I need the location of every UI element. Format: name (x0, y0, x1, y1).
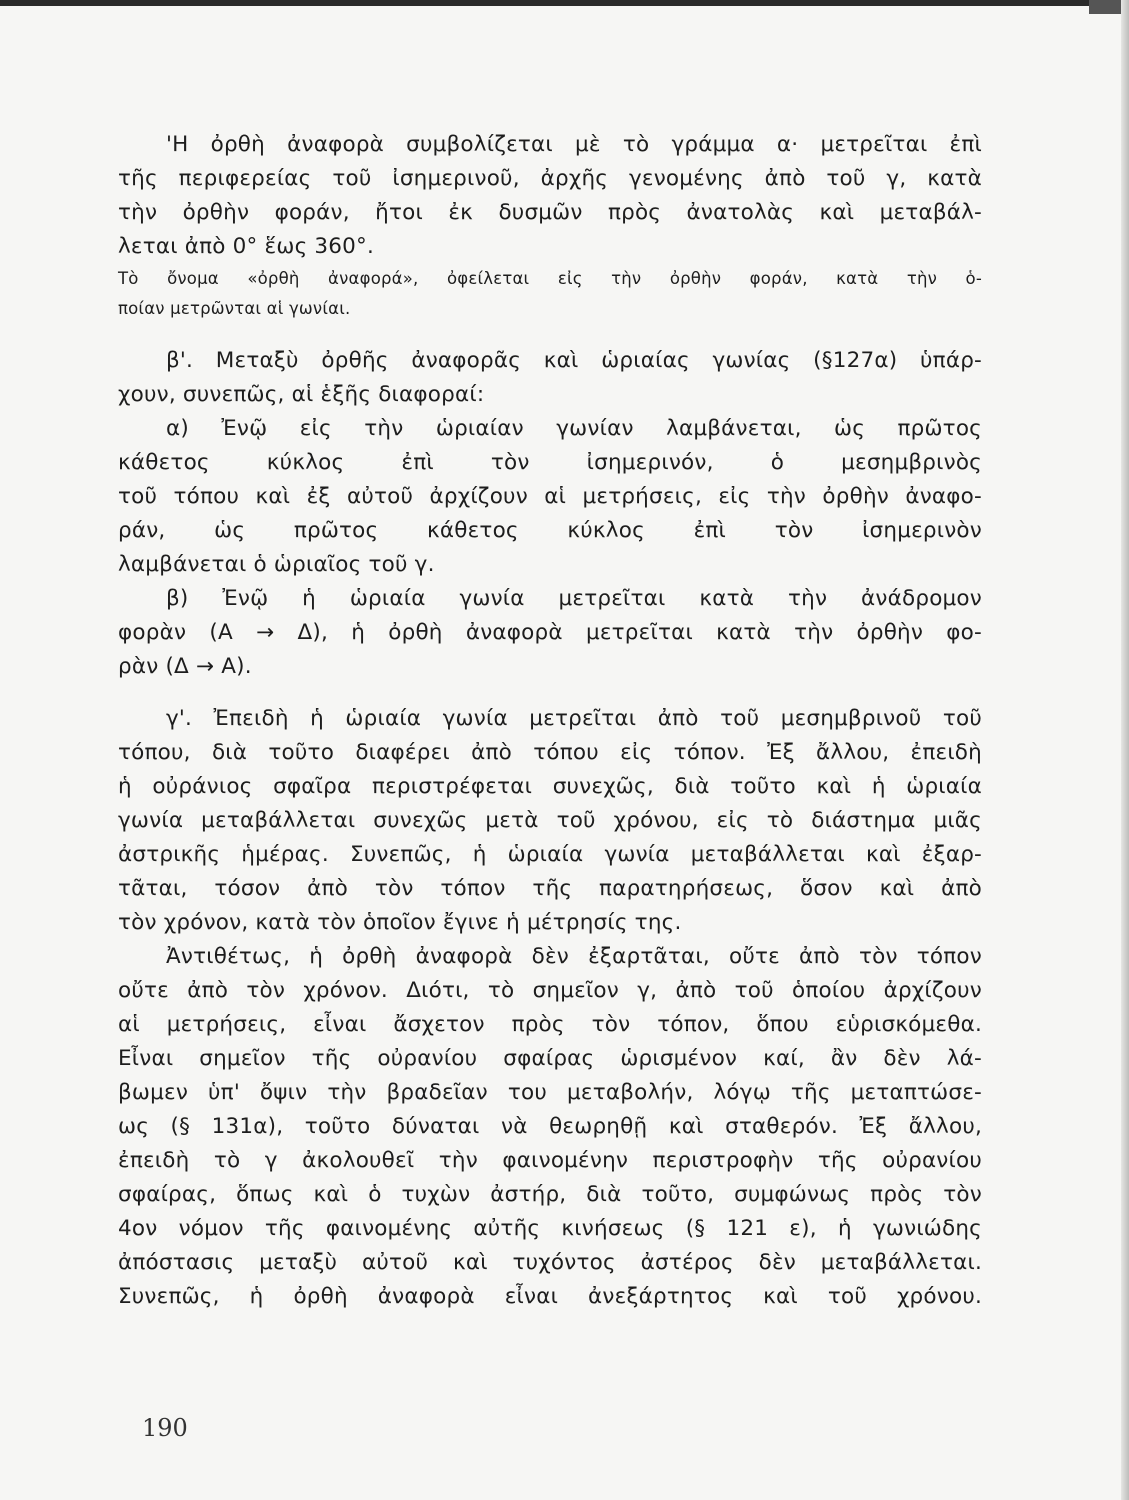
text-line: Εἶναι σημεῖον τῆς οὐρανίου σφαίρας ὡρισμένον καί, ἂν δὲν λά- (118, 1046, 982, 1071)
section-beta (118, 344, 982, 412)
text-line: 4ον νόμον τῆς φαινομένης αὐτῆς κινήσεως (§ 121 ε), ἡ γωνιώδης (118, 1216, 982, 1241)
text-line: γωνία μεταβάλλεται συνεχῶς μετὰ τοῦ χρόνου, εἰς τὸ διάστημα μιᾶς (118, 808, 982, 833)
scan-top-edge (0, 0, 1129, 6)
text-line: ως (§ 131α), τοῦτο δύναται νὰ θεωρηθῇ καὶ σταθερόν. Ἐξ ἄλλου, (118, 1114, 982, 1139)
paragraph-contrast (118, 940, 982, 1314)
text-line: ρὰν (Δ → Α). (118, 654, 252, 679)
note-line: Τὸ ὄνομα «ὀρθὴ ἀναφορά», ὀφείλεται εἰς τὴν ὀρθὴν φοράν, κατὰ τὴν ὁ- (118, 269, 982, 288)
text-line: σφαίρας, ὅπως καὶ ὁ τυχὼν ἀστήρ, διὰ τοῦτο, συμφώνως πρὸς τὸν (118, 1182, 982, 1207)
text-line: τὴν ὀρθὴν φοράν, ἤτοι ἐκ δυσμῶν πρὸς ἀνατολὰς καὶ μεταβάλ- (118, 200, 982, 225)
page-number: 190 (142, 1414, 188, 1442)
text-line: τᾶται, τόσον ἀπὸ τὸν τόπον τῆς παρατηρήσεως, ὅσον καὶ ἀπὸ (118, 876, 982, 901)
text-line: ἐπειδὴ τὸ γ ἀκολουθεῖ τὴν φαινομένην περιστροφὴν τῆς οὐρανίου (118, 1148, 982, 1173)
subpoint-beta (118, 582, 982, 684)
text-line: τὸν χρόνον, κατὰ τὸν ὁποῖον ἔγινε ἡ μέτρησίς της. (118, 910, 682, 935)
paragraph-right-ascension (118, 128, 982, 264)
subpoint-alpha (118, 412, 982, 582)
page-body (118, 128, 982, 1314)
text-line: α) Ἐνῷ εἰς τὴν ὡριαίαν γωνίαν λαμβάνεται, ὡς πρῶτος (166, 416, 982, 441)
text-line: κάθετος κύκλος ἐπὶ τὸν ἰσημερινόν, ὁ μεσημβρινὸς (118, 450, 982, 475)
text-line: οὔτε ἀπὸ τὸν χρόνον. Διότι, τὸ σημεῖον γ, ἀπὸ τοῦ ὁποίου ἀρχίζουν (118, 978, 982, 1003)
note-line: ποίαν μετρῶνται αἱ γωνίαι. (118, 299, 351, 318)
scan-right-edge (1121, 0, 1129, 1500)
text-line: Ἀντιθέτως, ἡ ὀρθὴ ἀναφορὰ δὲν ἐξαρτᾶται, οὔτε ἀπὸ τὸν τόπον (166, 944, 982, 969)
text-line: τόπου, διὰ τοῦτο διαφέρει ἀπὸ τόπου εἰς τόπον. Ἐξ ἄλλου, ἐπειδὴ (118, 740, 982, 765)
text-line: λεται ἀπὸ 0° ἕως 360°. (118, 234, 375, 259)
text-line: γ'. Ἐπειδὴ ἡ ὡριαία γωνία μετρεῖται ἀπὸ τοῦ μεσημβρινοῦ τοῦ (166, 706, 982, 731)
text-line: ἡ οὐράνιος σφαῖρα περιστρέφεται συνεχῶς, διὰ τοῦτο καὶ ἡ ὡριαία (118, 774, 982, 799)
text-line: λαμβάνεται ὁ ὡριαῖος τοῦ γ. (118, 552, 435, 577)
text-line: β'. Μεταξὺ ὀρθῆς ἀναφορᾶς καὶ ὡριαίας γωνίας (§127α) ὑπάρ- (166, 348, 982, 373)
text-line: β) Ἐνῷ ἡ ὡριαία γωνία μετρεῖται κατὰ τὴν ἀνάδρομον (166, 586, 982, 611)
text-line: 'Η ὀρθὴ ἀναφορὰ συμβολίζεται μὲ τὸ γράμμα α· μετρεῖται ἐπὶ (166, 132, 982, 157)
text-line: βωμεν ὑπ' ὄψιν τὴν βραδεῖαν του μεταβολήν, λόγῳ τῆς μεταπτώσε- (118, 1080, 982, 1105)
section-gamma (118, 702, 982, 940)
text-line: αἱ μετρήσεις, εἶναι ἄσχετον πρὸς τὸν τόπον, ὅπου εὑρισκόμεθα. (118, 1012, 982, 1037)
text-line: Συνεπῶς, ἡ ὀρθὴ ἀναφορὰ εἶναι ἀνεξάρτητος καὶ τοῦ χρόνου. (118, 1284, 982, 1309)
footnote-name-origin (118, 264, 982, 324)
text-line: ράν, ὡς πρῶτος κάθετος κύκλος ἐπὶ τὸν ἰσημερινὸν (118, 518, 982, 543)
text-line: τῆς περιφερείας τοῦ ἰσημερινοῦ, ἀρχῆς γενομένης ἀπὸ τοῦ γ, κατὰ (118, 166, 982, 191)
text-line: χουν, συνεπῶς, αἱ ἑξῆς διαφοραί: (118, 382, 485, 407)
text-line: ἀπόστασις μεταξὺ αὐτοῦ καὶ τυχόντος ἀστέρος δὲν μεταβάλλεται. (118, 1250, 982, 1275)
text-line: φορὰν (Α → Δ), ἡ ὀρθὴ ἀναφορὰ μετρεῖται κατὰ τὴν ὀρθὴν φο- (118, 620, 982, 645)
text-line: τοῦ τόπου καὶ ἐξ αὐτοῦ ἀρχίζουν αἱ μετρήσεις, εἰς τὴν ὀρθὴν ἀναφο- (118, 484, 982, 509)
text-line: ἀστρικῆς ἡμέρας. Συνεπῶς, ἡ ὡριαία γωνία μεταβάλλεται καὶ ἐξαρ- (118, 842, 982, 867)
